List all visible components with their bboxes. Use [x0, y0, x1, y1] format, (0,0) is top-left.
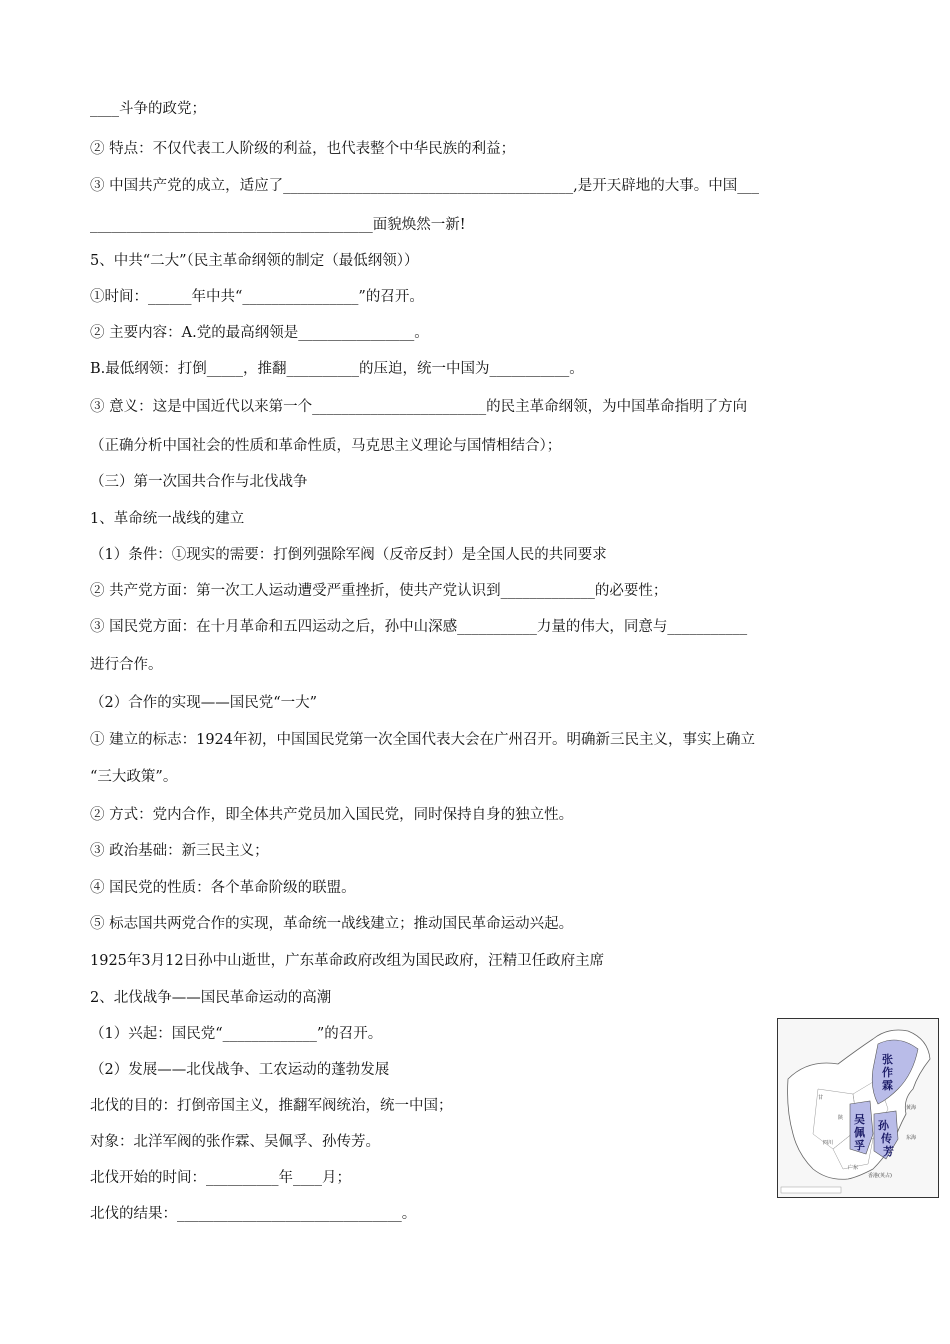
text-line: ③ 国民党方面：在十月革命和五四运动之后，孙中山深感___________力量的伟大，同意与___________ — [90, 619, 748, 635]
text-line: ④ 国民党的性质：各个革命阶级的联盟。 — [90, 880, 356, 896]
text-line: （2）合作的实现——国民党“一大” — [90, 695, 318, 711]
label-wu2: 佩 — [854, 1126, 865, 1139]
text-line: 对象：北洋军阀的张作霖、吴佩孚、孙传芳。 — [90, 1134, 380, 1150]
svg-text:东海: 东海 — [906, 1135, 917, 1141]
text-line: ③ 中国共产党的成立，适应了________________________________________,是开天辟地的大事。中国___ — [90, 178, 759, 194]
text-line: ② 主要内容：A.党的最高纲领是________________。 — [90, 325, 429, 341]
text-line: 1、革命统一战线的建立 — [90, 511, 245, 527]
svg-text:甘: 甘 — [818, 1095, 824, 1101]
svg-text:广东: 广东 — [848, 1165, 859, 1171]
text-line: ② 方式：党内合作，即全体共产党员加入国民党，同时保持自身的独立性。 — [90, 807, 574, 823]
text-line: 2、北伐战争——国民革命运动的高潮 — [90, 990, 332, 1006]
text-line: ⑤ 标志国共两党合作的实现，革命统一战线建立；推动国民革命运动兴起。 — [90, 916, 574, 932]
text-line: 北伐的结果：_______________________________。 — [90, 1206, 417, 1222]
text-line: ② 特点：不仅代表工人阶级的利益，也代表整个中华民族的利益； — [90, 141, 516, 157]
text-line: （1）条件：①现实的需要：打倒列强除军阀（反帝反封）是全国人民的共同要求 — [90, 547, 607, 563]
text-line: 北伐开始的时间：__________年____月； — [90, 1170, 351, 1186]
text-line: 进行合作。 — [90, 657, 163, 673]
text-line: ____斗争的政党； — [90, 101, 206, 117]
northern-expedition-map — [777, 1018, 939, 1198]
text-line: （正确分析中国社会的性质和革命性质，马克思主义理论与国情相结合）； — [90, 438, 562, 454]
text-line: （1）兴起：国民党“_____________”的召开。 — [90, 1026, 383, 1042]
label-wu: 吴 — [854, 1113, 865, 1126]
label-zhang: 张 — [882, 1053, 893, 1066]
label-sun2: 传 — [881, 1132, 892, 1145]
text-line: （三）第一次国共合作与北伐战争 — [90, 474, 308, 490]
label-zhang2: 作 — [882, 1066, 893, 1079]
text-line: ③ 政治基础：新三民主义； — [90, 843, 269, 859]
label-wu3: 孚 — [854, 1139, 865, 1152]
text-line: 1925年3月12日孙中山逝世，广东革命政府改组为国民政府，汪精卫任政府主席 — [90, 953, 605, 969]
text-line: “三大政策”。 — [90, 769, 178, 785]
svg-text:黄海: 黄海 — [906, 1105, 917, 1111]
svg-text:陕: 陕 — [838, 1115, 844, 1121]
label-zhang3: 霖 — [882, 1079, 893, 1092]
text-line: ② 共产党方面：第一次工人运动遭受严重挫折，使共产党认识到_____________的必要性； — [90, 583, 668, 599]
text-line: B.最低纲领：打倒_____，推翻__________的压迫，统一中国为___________。 — [90, 361, 584, 377]
text-line: ① 建立的标志：1924年初，中国国民党第一次全国代表大会在广州召开。明确新三民主义，事实上确立 — [90, 732, 756, 748]
text-line: 北伐的目的：打倒帝国主义，推翻军阀统治，统一中国； — [90, 1098, 453, 1114]
text-line: （2）发展——北伐战争、工农运动的蓬勃发展 — [90, 1062, 390, 1078]
svg-text:四川: 四川 — [823, 1140, 834, 1146]
text-line: 5、中共“二大”（民主革命纲领的制定（最低纲领）） — [90, 253, 419, 269]
text-line: _______________________________________面貌焕然一新! — [90, 217, 466, 233]
svg-text:香港(英占): 香港(英占) — [868, 1173, 892, 1179]
label-sun3: 芳 — [883, 1145, 894, 1158]
label-sun: 孙 — [878, 1119, 889, 1132]
text-line: ③ 意义：这是中国近代以来第一个________________________的民主革命纲领，为中国革命指明了方向 — [90, 399, 748, 415]
text-line: ①时间：______年中共“________________”的召开。 — [90, 289, 424, 305]
